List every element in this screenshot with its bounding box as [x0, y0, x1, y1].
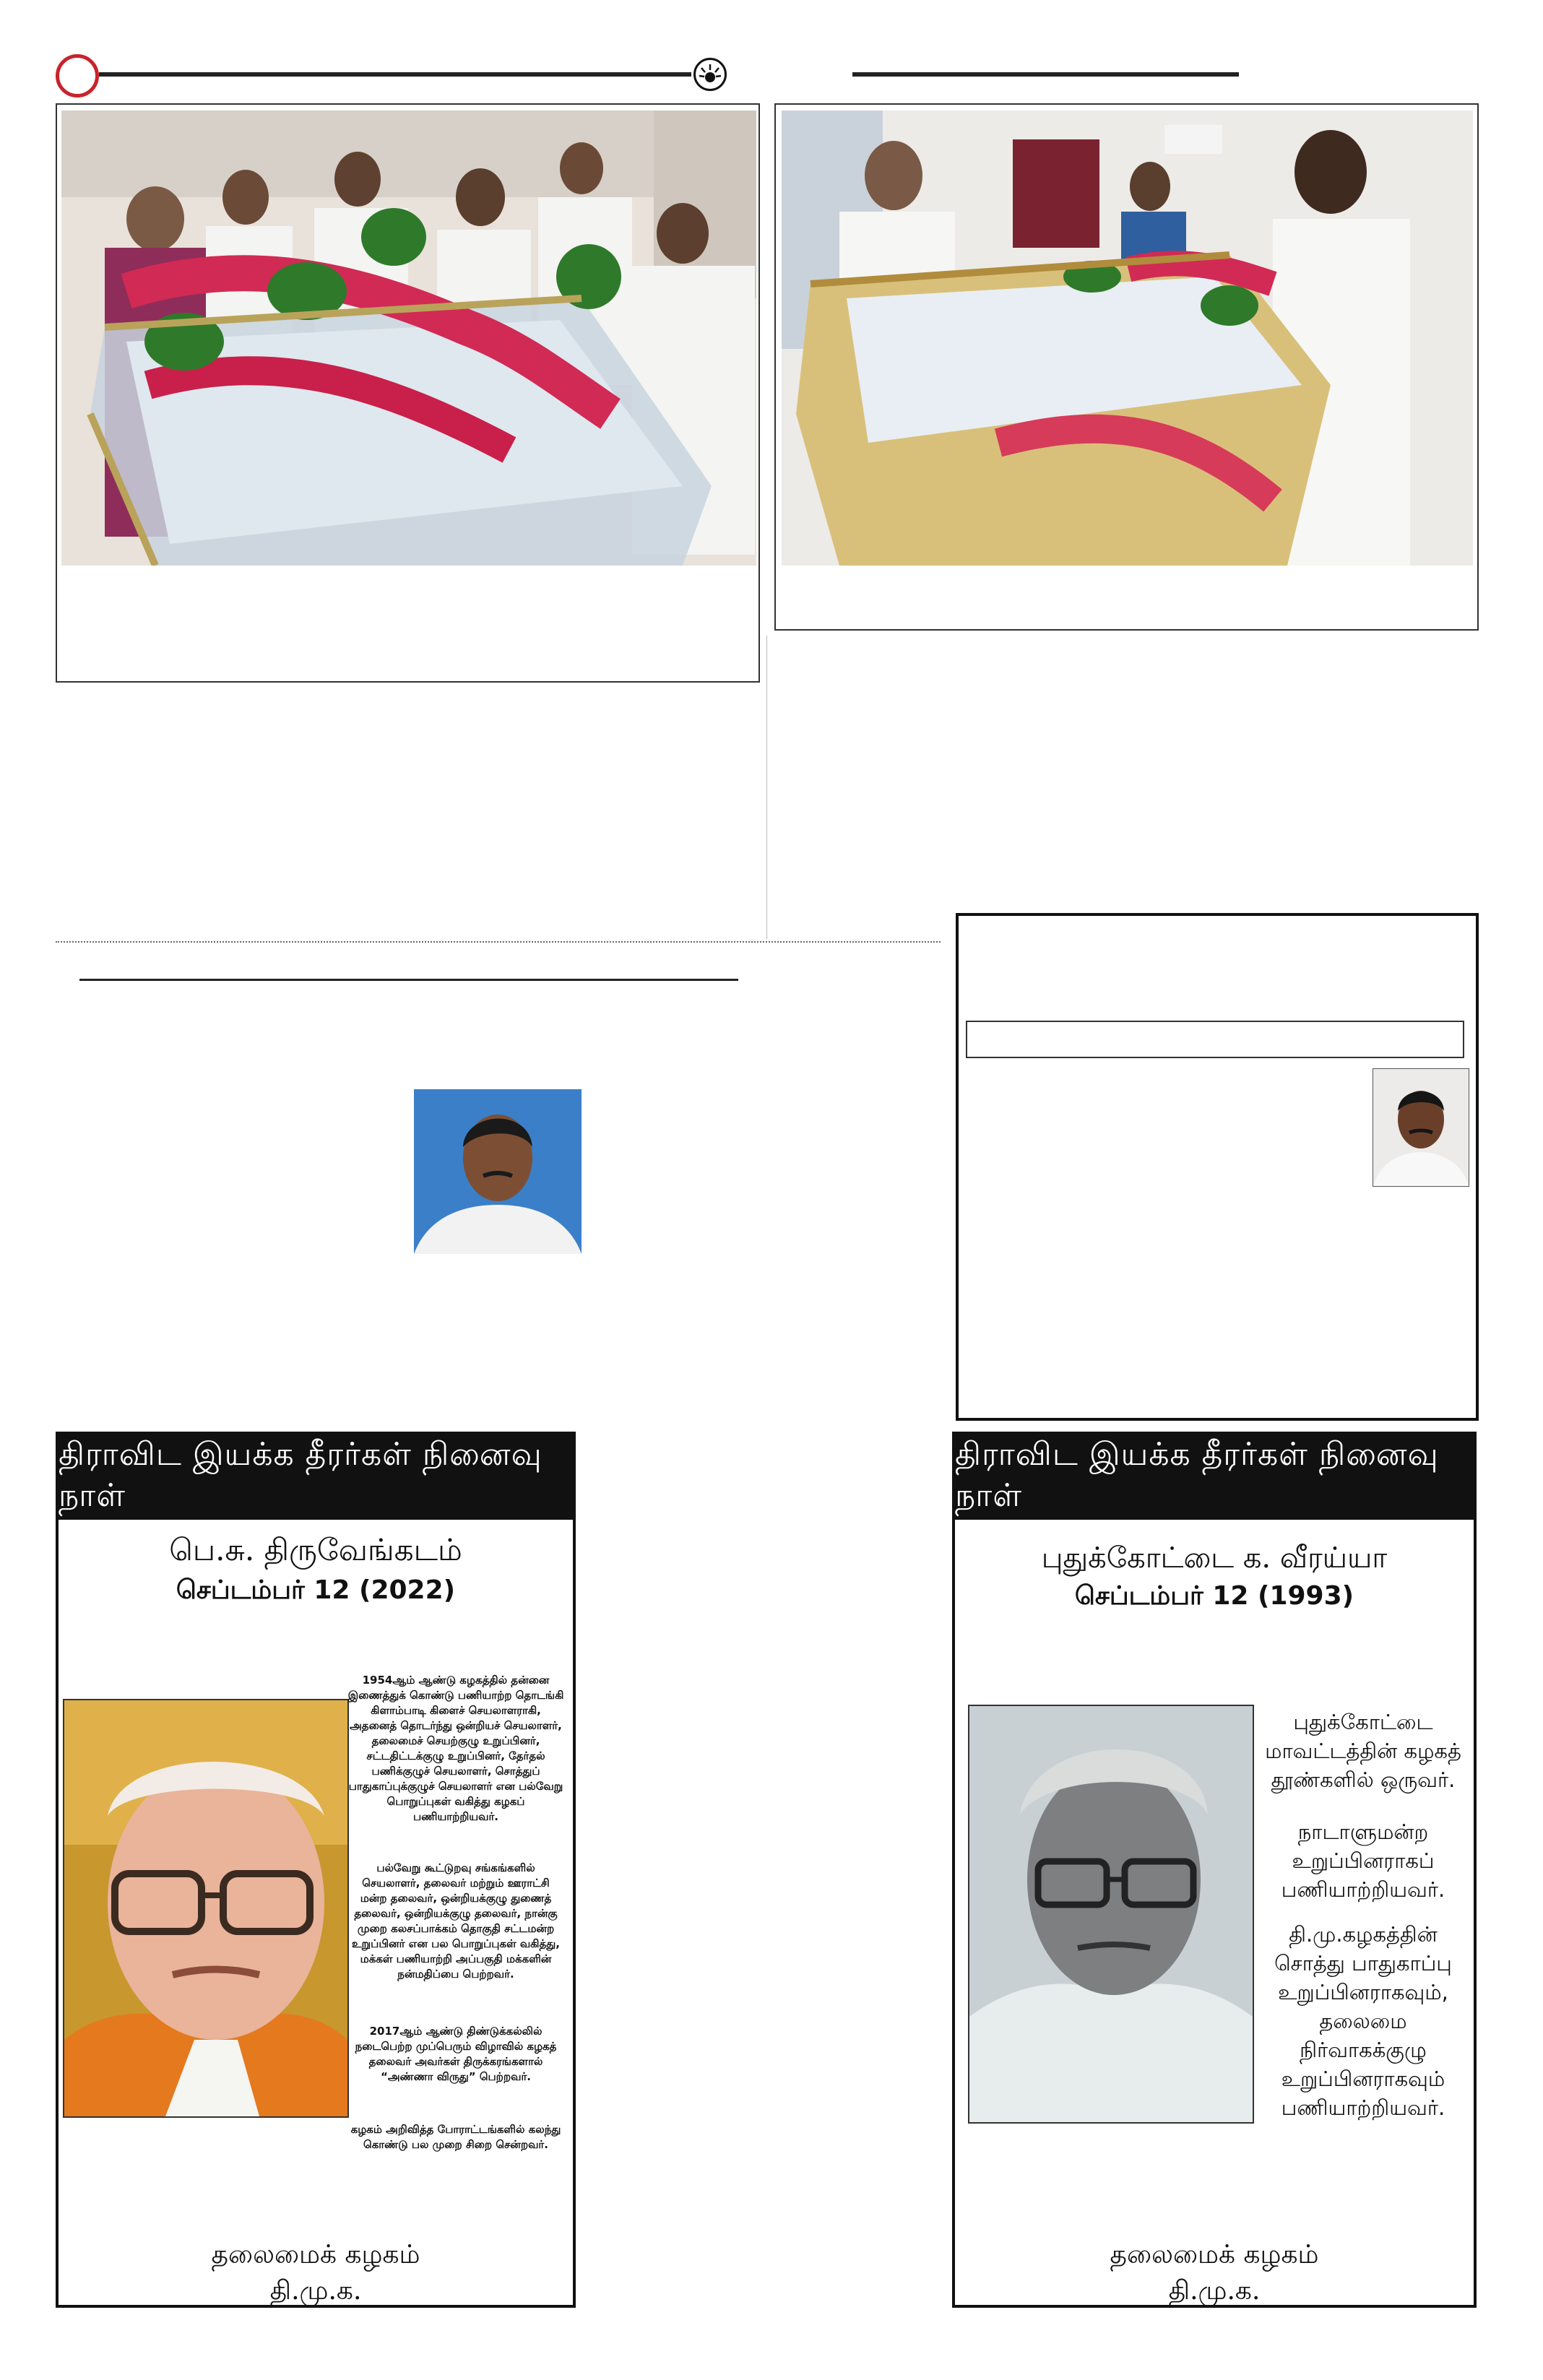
memorial-text-3: தி.மு.கழகத்தின் சொத்து பாதுகாப்பு உறுப்பினராகவும், தலைமை நிர்வாகக்குழு உறுப்பினராகவும் பணியாற்றியவர். [1274, 1922, 1452, 2120]
photo-tribute-right [782, 111, 1473, 566]
column-separator [766, 636, 767, 939]
memorial-text-2: நாடாளுமன்ற உறுப்பினராகப் பணியாற்றியவர். [1281, 1819, 1445, 1902]
page-marker-icon [56, 54, 99, 98]
memorial-text-1: 1954ஆம் ஆண்டு கழகத்தில் தன்னை இணைத்துக் கொண்டு பணியாற்ற தொடங்கி கிளாம்பாடி கிளைச் செயலாளராகி, அதனைத் தொடர்ந்து ஒன்றியச் செயலாளர், தலைமைச் செயற்குழு உறுப்பினர், சட்டதிட்டக்குழு உறுப்பினர், தேர்தல் பணிக்குழுச் செயலாளர், சொத்துப் பாதுகாப்புக்குழுச் செயலாளர் என பல்வேறு பொறுப்புகள் வகித்து கழகப் பணியாற்றியவர். [347, 1674, 564, 1823]
memorial-text-2: பல்வேறு கூட்டுறவு சங்கங்களில் செயலாளர், தலைவர் மற்றும் ஊராட்சி மன்ற தலைவர், ஒன்றியக்குழு துணைத் தலைவர், ஒன்றியக்குழு தலைவர், நான்கு முறை கலசப்பாக்கம் தொகுதி சட்டமன்ற உறுப்பினர் என பல பொறுப்புகள் வகித்து, மக்கள் பணியாற்றி அப்பகுதி மக்களின் நன்மதிப்பை பெற்றவர். [352, 1861, 560, 1981]
memorial-card-2 [952, 1432, 1477, 2308]
memorial-name: புதுக்கோட்டை க. வீரய்யா [1041, 1541, 1388, 1575]
memorial-date: செப்டம்பர் 12 (1993) [1074, 1581, 1354, 1611]
notice-box-title-bar [966, 1021, 1464, 1058]
memorial-footer-1: தலைமைக் கழகம் [1110, 2240, 1319, 2269]
memorial-card-1 [56, 1432, 576, 2308]
memorial-name: பெ.சு. திருவேங்கடம் [169, 1532, 462, 1567]
memorial-portrait [968, 1705, 1254, 2124]
header-rule-left [99, 72, 691, 77]
memorial-footer-2: தி.மு.க. [1168, 2276, 1261, 2306]
rising-sun-emblem-icon [693, 58, 727, 91]
memorial-banner: திராவிட இயக்க தீரர்கள் நினைவு நாள் [955, 1435, 1474, 1520]
header-rule-right [852, 72, 1239, 77]
memorial-banner: திராவிட இயக்க தீரர்கள் நினைவு நாள் [59, 1435, 573, 1520]
memorial-text-3: 2017ஆம் ஆண்டு திண்டுக்கல்லில் நடைபெற்ற முப்பெரும் விழாவில் கழகத் தலைவர் அவர்கள் திருக்கரங்களால் “அண்ணா விருது” பெற்றவர். [355, 2025, 557, 2083]
memorial-portrait [63, 1699, 349, 2118]
memorial-date: செப்டம்பர் 12 (2022) [176, 1575, 456, 1605]
portrait-man-blue-bg [414, 1089, 582, 1254]
section-rule [79, 979, 738, 981]
memorial-text-4: கழகம் அறிவித்த போராட்டங்களில் கலந்து கொண்டு பல முறை சிறை சென்றவர். [350, 2123, 561, 2151]
portrait-man-small [1373, 1068, 1469, 1187]
section-divider [56, 941, 941, 943]
memorial-text-1: புதுக்கோட்டை மாவட்டத்தின் கழகத் தூண்களில் ஒருவர். [1265, 1710, 1461, 1792]
photo-tribute-left [61, 111, 756, 566]
memorial-footer-1: தலைமைக் கழகம் [211, 2240, 420, 2269]
memorial-footer-2: தி.மு.க. [269, 2276, 362, 2306]
